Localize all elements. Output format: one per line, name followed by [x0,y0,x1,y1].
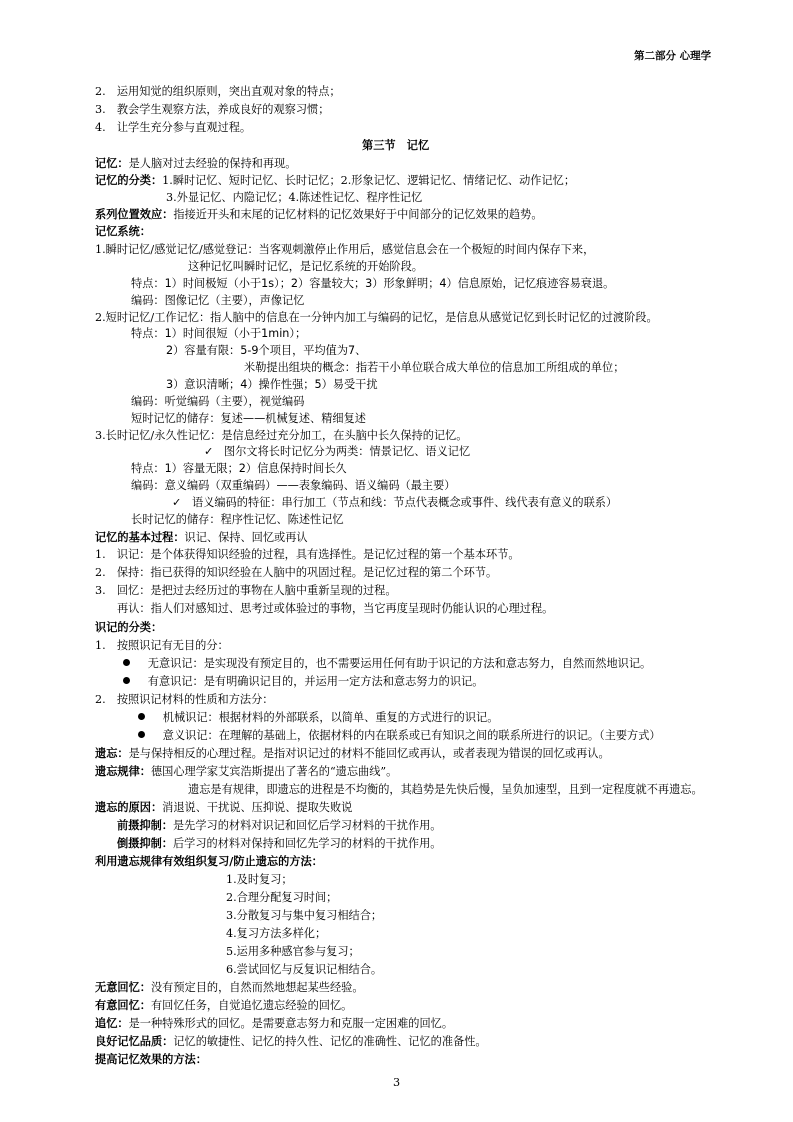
term: 追忆： [95,1016,129,1030]
term: 遗忘规律： [95,764,151,778]
term: 倒摄抑制： [117,836,173,850]
list-item: 1. 识记：是个体获得知识经验的过程，具有选择性。是记忆过程的第一个基本环节。 [95,548,520,561]
heading-review-methods: 利用遗忘规律有效组织复习/防止遗忘的方法： [95,854,323,868]
text-line: 有意识记：是有明确识记目的，并运用一定方法和意志努力的识记。 [147,675,484,688]
definition-text: 消退说、干扰说、压抑说、提取失败说 [162,801,353,814]
definition-text: 指接近开头和末尾的记忆材料的记忆效果好于中间部分的记忆效果的趋势。 [173,208,543,221]
text-line: 语义编码的特征：串行加工（节点和线：节点代表概念或事件、线代表有意义的联系） [192,496,618,509]
text-line: 特点：1）时间极短（小于1s）；2）容量较大；3）形象鲜明；4）信息原始，记忆痕迹容易衰退。 [131,277,615,290]
page-number: 3 [393,1076,401,1089]
definition-serial-position [95,207,543,222]
text-line [172,495,617,510]
list-item: 2. 保持：指已获得的知识经验在人脑中的巩固过程。是记忆过程的第二个环节。 [95,566,498,579]
text-line: 编码：听觉编码（主要），视觉编码 [131,395,305,408]
definition-text: 德国心理学家艾宾浩斯提出了著名的“遗忘曲线”。 [150,765,398,778]
checkmark-icon: ✓ [204,445,214,458]
list-item: 5.运用多种感官参与复习； [226,945,360,958]
list-item: 2. 运用知觉的组织原则，突出直观对象的特点； [95,85,341,98]
definition-proactive-inhibition [117,818,441,833]
text-line: 2）容量有限：5-9个项目，平均值为7、 [166,344,367,357]
text-line: 1.瞬时记忆/感觉记忆/感觉登记：当客观刺激停止作用后，感觉信息会在一个极短的时间内保存下来， [95,243,595,256]
list-item: 3.分散复习与集中复习相结合； [226,909,383,922]
definition-text: 是一种特殊形式的回忆。是需要意志努力和克服一定困难的回忆。 [128,1017,454,1030]
text-line: 米勒提出组块的概念：指若干小单位联合成大单位的信息加工所组成的单位； [244,361,625,374]
definition-text: 记忆的敏捷性、记忆的持久性、记忆的准确性、记忆的准备性。 [173,1035,487,1048]
definition-memory [95,156,296,171]
definition-forgetting-rule [95,764,397,779]
list-item: 2. 按照识记材料的性质和方法分： [95,693,274,706]
definition-basic-process [95,530,308,545]
term: 良好记忆品质： [95,1034,174,1048]
bullet-icon [138,713,145,720]
checkmark-icon: ✓ [172,496,182,509]
text-line: 意义识记：在理解的基础上，依据材料的内在联系或已有知识之间的联系所进行的识记。（主要方式） [162,729,661,742]
term: 记忆的分类： [95,173,163,187]
term: 无意回忆： [95,980,151,994]
definition-forgetting [95,746,610,761]
definition-memory-quality [95,1034,487,1049]
definition-text: 是与保持相反的心理过程。是指对识记过的材料不能回忆或再认，或者表现为错误的回忆或再认。 [128,747,610,760]
list-item [138,710,498,725]
definition-reminiscence [95,1016,453,1031]
text-line: 这种记忆叫瞬时记忆，是记忆系统的开始阶段。 [188,260,423,273]
text-line: 3.长时记忆/永久性记忆：是信息经过充分加工，在头脑中长久保持的记忆。 [95,429,468,442]
list-item: 1. 按照识记有无目的分： [95,639,229,652]
list-item: 2.合理分配复习时间； [226,891,338,904]
definition-unintentional-recall [95,980,364,995]
definition-text: 后学习的材料对保持和回忆先学习的材料的干扰作用。 [172,837,442,850]
heading-memory-system: 记忆系统： [95,224,151,238]
text-line: 编码：图像记忆（主要），声像记忆 [131,294,305,307]
text-line: 遗忘是有规律，即遗忘的进程是不均衡的，其趋势是先快后慢，呈负加速型，且到一定程度就不再遗忘。 [188,783,703,796]
list-item: 6.尝试回忆与反复识记相结合。 [226,963,383,976]
text-line: 短时记忆的储存：复述——机械复述、精细复述 [131,412,366,425]
text-line: 长时记忆的储存：程序性记忆、陈述性记忆 [131,513,344,526]
text-line: 无意识记：是实现没有预定目的，也不需要运用任何有助于识记的方法和意志努力，自然而然地识记。 [147,657,652,670]
text-line [204,444,470,459]
text-line: 机械识记：根据材料的外部联系，以简单、重复的方式进行的识记。 [162,711,499,724]
text-line: 再认：指人们对感知过、思考过或体验过的事物，当它再度呈现时仍能认识的心理过程。 [117,602,554,615]
list-item: 3. 教会学生观察方法，养成良好的观察习惯； [95,103,330,116]
definition-text: 是人脑对过去经验的保持和再现。 [128,157,297,170]
text-line: 3）意识清晰；4）操作性强；5）易受干扰 [166,378,378,391]
page-header-title: 第二部分 心理学 [634,50,712,62]
term: 前摄抑制： [117,818,173,832]
text-line: 编码：意义编码（双重编码）——表象编码、语义编码（最主要） [131,479,456,492]
definition-text: 有回忆任务，自觉追忆遗忘经验的回忆。 [150,999,353,1012]
text-line: 特点：1）容量无限；2）信息保持时间长久 [131,462,347,475]
definition-intentional-recall [95,998,352,1013]
definition-text: 没有预定目的，自然而然地想起某些经验。 [150,981,364,994]
list-item: 4. 让学生充分参与直观过程。 [95,121,252,134]
term: 有意回忆： [95,998,151,1012]
list-item [123,674,483,689]
definition-text: 1.瞬时记忆、短时记忆、长时记忆；2.形象记忆、逻辑记忆、情绪记忆、动作记忆； [162,174,576,187]
text-line: 图尔文将长时记忆分为两类：情景记忆、语义记忆 [224,445,471,458]
definition-text: 是先学习的材料对识记和回忆后学习材料的干扰作用。 [172,819,442,832]
heading-classification: 识记的分类： [95,620,163,634]
bullet-icon [123,677,130,684]
heading-improve-memory: 提高记忆效果的方法： [95,1052,207,1066]
bullet-icon [123,659,130,666]
definition-memory-classification [95,173,575,188]
text-line: 特点：1）时间很短（小于1min）； [131,327,307,340]
list-item [123,656,651,671]
section-title: 第三节 记忆 [362,138,430,152]
definition-forgetting-causes [95,800,352,815]
term: 系列位置效应： [95,207,174,221]
term: 遗忘： [95,746,129,760]
list-item: 4.复习方法多样化； [226,927,327,940]
text-line: 2.短时记忆/工作记忆：指人脑中的信息在一分钟内加工与编码的记忆，是信息从感觉记忆到长时记忆的过渡阶段。 [95,311,658,324]
definition-retroactive-inhibition [117,836,441,851]
term: 记忆的基本过程： [95,530,185,544]
text-line: 3.外显记忆、内隐记忆；4.陈述性记忆、程序性记忆 [166,191,423,204]
term: 遗忘的原因： [95,800,163,814]
list-item: 3. 回忆：是把过去经历过的事物在人脑中重新呈现的过程。 [95,584,397,597]
term: 记忆： [95,156,129,170]
bullet-icon [138,731,145,738]
list-item: 1.及时复习； [226,873,293,886]
list-item [138,728,661,743]
definition-text: 识记、保持、回忆或再认 [184,531,308,544]
